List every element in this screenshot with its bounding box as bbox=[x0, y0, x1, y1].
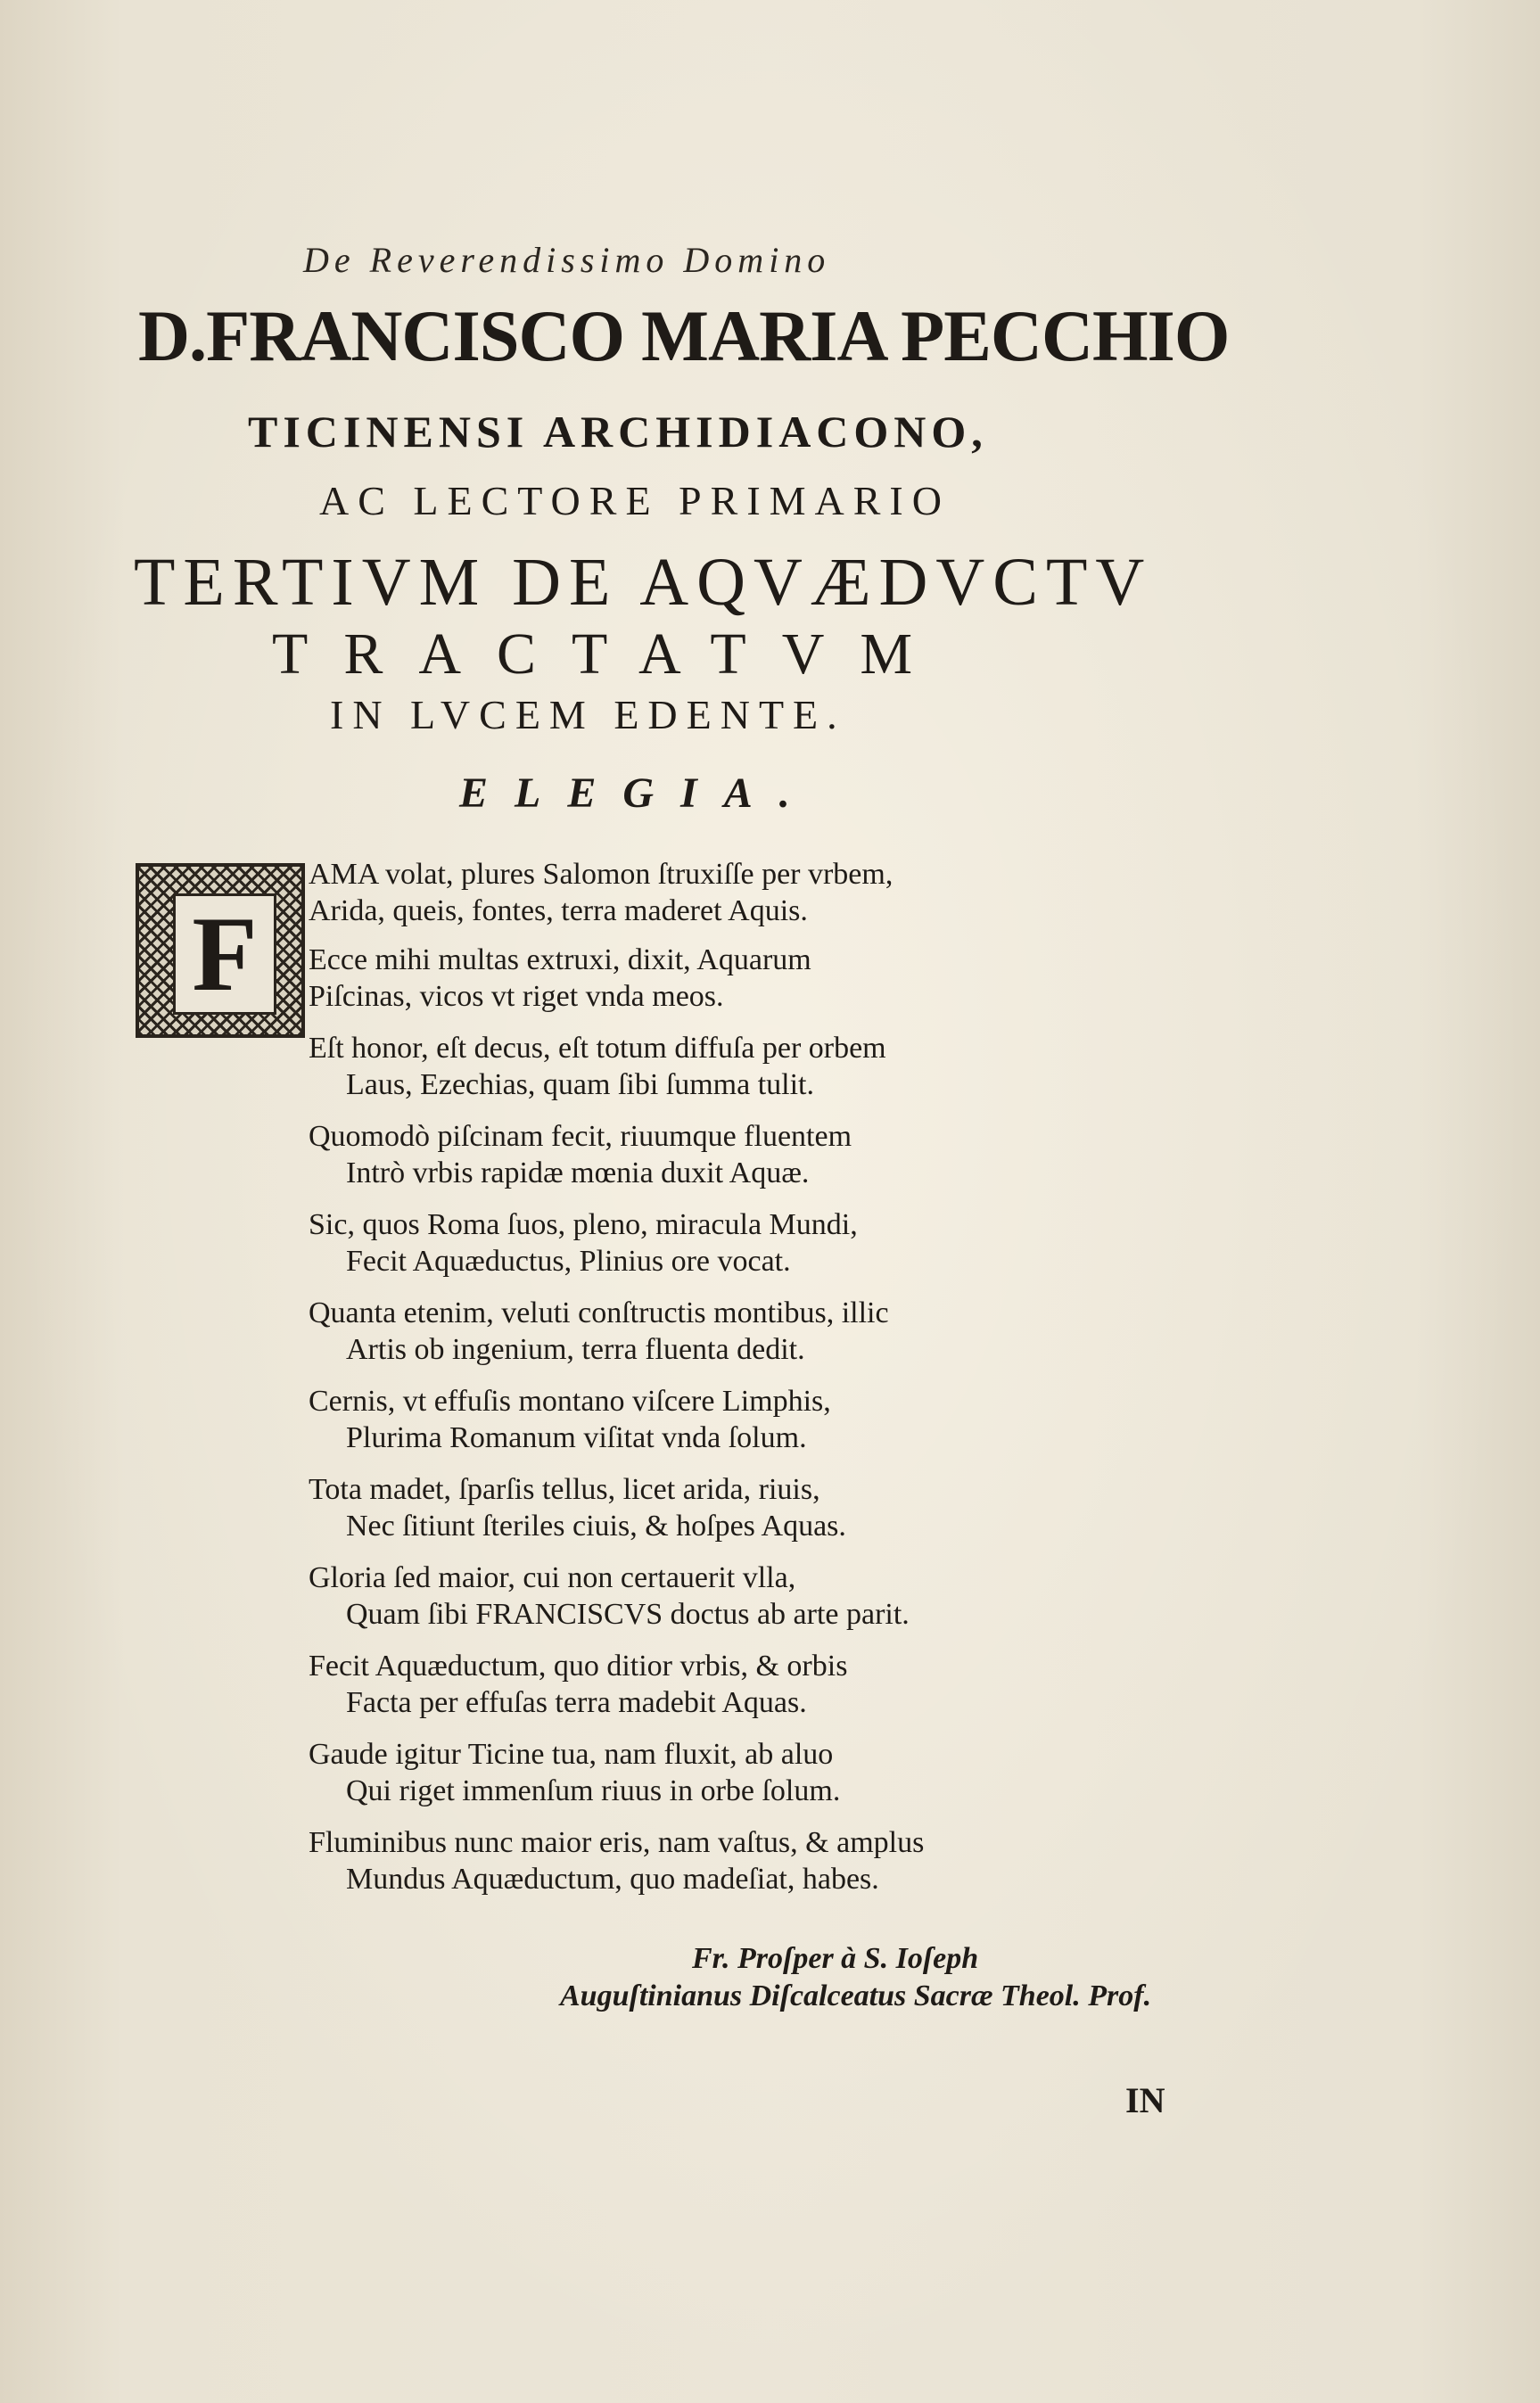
verse-line: Intrò vrbis rapidæ mœnia duxit Aquæ. bbox=[346, 1156, 810, 1189]
poem-title: ELEGIA. bbox=[459, 769, 817, 817]
dedicatee-title: TICINENSI ARCHIDIACONO, bbox=[248, 407, 988, 457]
verse-line: Facta per effuſas terra madebit Aquas. bbox=[346, 1686, 807, 1719]
catchword: IN bbox=[1125, 2080, 1165, 2120]
dedicatee-office: AC LECTORE PRIMARIO bbox=[319, 478, 951, 523]
verse-line: Plurima Romanum viſitat vnda ſolum. bbox=[346, 1421, 807, 1454]
verse-line: Piſcinas, vicos vt riget vnda meos. bbox=[309, 980, 724, 1013]
verse-line: Ecce mihi multas extruxi, dixit, Aquarum bbox=[309, 943, 811, 976]
verse-line: Tota madet, ſparſis tellus, licet arida, riuis, bbox=[309, 1473, 820, 1506]
verse-line: Arida, queis, fontes, terra maderet Aquis. bbox=[309, 894, 808, 927]
verse-line: Quam ſibi FRANCISCVS doctus ab arte parit. bbox=[346, 1598, 910, 1631]
verse-line: Cernis, vt effuſis montano viſcere Limphis, bbox=[309, 1385, 831, 1418]
verse-line: Sic, quos Roma ſuos, pleno, miracula Mundi, bbox=[309, 1208, 858, 1241]
verse-line: Artis ob ingenium, terra fluenta dedit. bbox=[346, 1333, 805, 1366]
decorated-initial bbox=[136, 863, 305, 1038]
author-signature: Fr. Proſper à S. Ioſeph bbox=[692, 1942, 979, 1975]
verse-line: Quomodò piſcinam fecit, riuumque fluentem bbox=[309, 1120, 852, 1153]
verse-line: Fecit Aquæductus, Plinius ore vocat. bbox=[346, 1245, 791, 1278]
dedicatee-name: D.FRANCISCO MARIA PECCHIO bbox=[138, 295, 1230, 376]
work-title: TERTIVM DE AQVÆDVCTV bbox=[134, 545, 1153, 620]
verse-line: Fluminibus nunc maior eris, nam vaſtus, & amplus bbox=[309, 1826, 925, 1859]
initial-letter: F bbox=[173, 893, 276, 1015]
verse-line: Fecit Aquæductum, quo ditior vrbis, & orbis bbox=[309, 1650, 848, 1683]
verse-line: Nec ſitiunt ſteriles ciuis, & hoſpes Aquas. bbox=[346, 1510, 846, 1543]
verse-line: Gaude igitur Ticine tua, nam fluxit, ab aluo bbox=[309, 1738, 834, 1771]
dedication-line: De Reverendissimo Domino bbox=[303, 240, 831, 280]
verse-line: Gloria ſed maior, cui non certauerit vlla, bbox=[309, 1561, 796, 1594]
author-affiliation: Auguſtinianus Diſcalceatus Sacræ Theol. Prof. bbox=[560, 1979, 1152, 2012]
verse-line: AMA volat, plures Salomon ſtruxiſſe per vrbem, bbox=[309, 858, 894, 891]
verse-line: Eſt honor, eſt decus, eſt totum diffuſa per orbem bbox=[309, 1032, 886, 1065]
verse-line: Quanta etenim, veluti conſtructis montibus, illic bbox=[309, 1296, 889, 1329]
work-subtitle: IN LVCEM EDENTE. bbox=[330, 692, 846, 737]
verse-line: Mundus Aquæductum, quo madeſiat, habes. bbox=[346, 1863, 879, 1896]
work-title-continued: TRACTATVM bbox=[272, 621, 949, 687]
verse-line: Laus, Ezechias, quam ſibi ſumma tulit. bbox=[346, 1068, 814, 1101]
verse-line: Qui riget immenſum riuus in orbe ſolum. bbox=[346, 1774, 841, 1807]
